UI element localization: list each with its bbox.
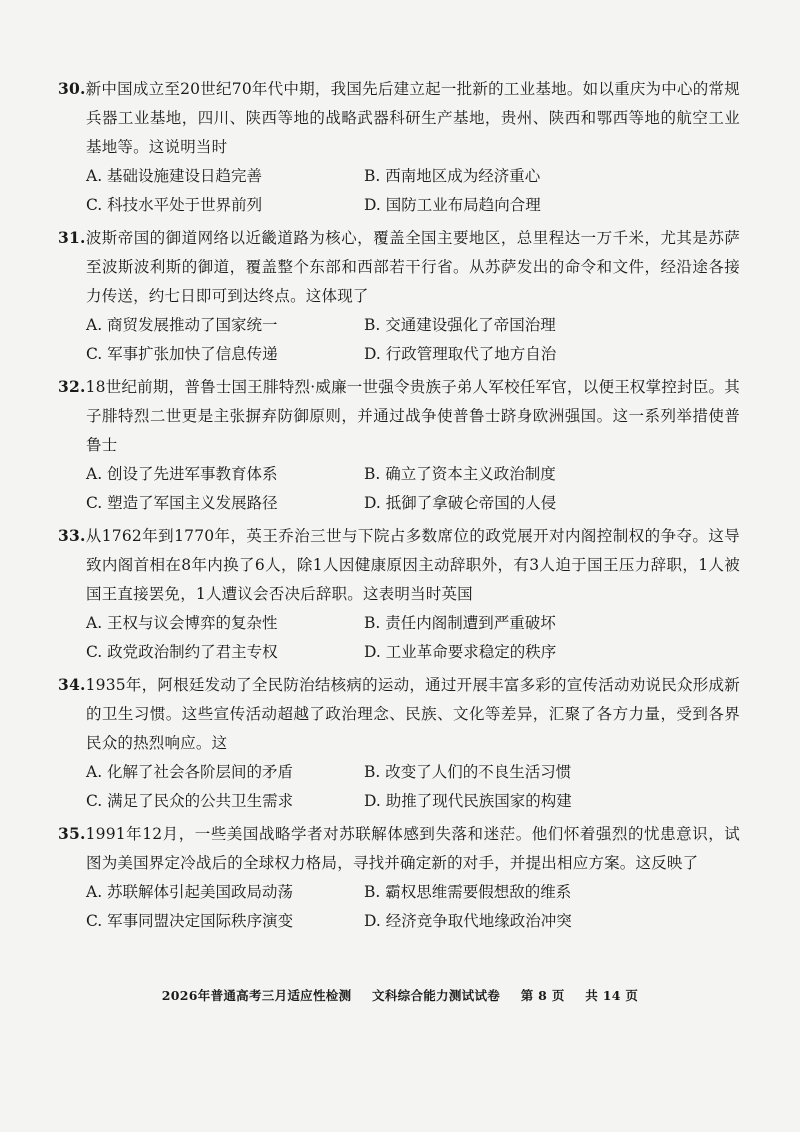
option-list <box>58 758 740 816</box>
option-list <box>58 878 740 936</box>
option-c: C. 政党政治制约了君主专权 <box>86 643 278 661</box>
option-a: A. 苏联解体引起美国政局动荡 <box>86 883 294 901</box>
question-number: 32. <box>58 377 86 396</box>
question-number: 35. <box>58 824 86 843</box>
question-number: 34. <box>58 675 86 694</box>
question-32 <box>58 372 740 518</box>
option-list <box>58 311 740 369</box>
footer-page-total: 共 14 页 <box>585 988 639 1003</box>
option-c: C. 塑造了军国主义发展路径 <box>86 494 278 512</box>
option-a: A. 创设了先进军事教育体系 <box>86 465 278 483</box>
option-d: D. 助推了现代民族国家的构建 <box>364 792 572 810</box>
page-footer <box>0 986 800 1004</box>
option-a: A. 基础设施建设日趋完善 <box>86 167 263 185</box>
footer-exam-title: 2026年普通高考三月适应性检测 <box>161 988 352 1003</box>
option-a: A. 化解了社会各阶层间的矛盾 <box>86 763 294 781</box>
question-35 <box>58 819 740 936</box>
option-a: A. 商贸发展推动了国家统一 <box>86 316 278 334</box>
option-d: D. 行政管理取代了地方自治 <box>364 345 557 363</box>
question-30 <box>58 74 740 220</box>
option-c: C. 满足了民众的公共卫生需求 <box>86 792 294 810</box>
footer-subject: 文科综合能力测试试卷 <box>372 988 501 1003</box>
option-d: D. 抵御了拿破仑帝国的人侵 <box>364 494 557 512</box>
option-b: B. 交通建设强化了帝国治理 <box>364 316 556 334</box>
footer-page-number: 第 8 页 <box>520 988 565 1003</box>
question-text: 新中国成立至20世纪70年代中期，我国先后建立起一批新的工业基地。如以重庆为中心的常规兵器工业基地，四川、陕西等地的战略武器科研生产基地，贵州、陕西和鄂西等地的航空工业基地等。这说明当时 <box>85 80 740 156</box>
question-stem <box>58 372 740 460</box>
question-stem <box>58 521 740 609</box>
question-stem <box>58 819 740 878</box>
option-c: C. 科技水平处于世界前列 <box>86 196 263 214</box>
option-b: B. 责任内阁制遭到严重破坏 <box>364 614 556 632</box>
option-a: A. 王权与议会博弈的复杂性 <box>86 614 278 632</box>
option-d: D. 经济竞争取代地缘政治冲突 <box>364 912 572 930</box>
question-stem <box>58 670 740 758</box>
question-number: 30. <box>58 79 86 98</box>
question-stem <box>58 74 740 162</box>
option-b: B. 西南地区成为经济重心 <box>364 167 541 185</box>
option-list <box>58 460 740 518</box>
option-list <box>58 162 740 220</box>
option-c: C. 军事同盟决定国际秩序演变 <box>86 912 294 930</box>
question-33 <box>58 521 740 667</box>
question-34 <box>58 670 740 816</box>
question-number: 31. <box>58 228 86 247</box>
option-d: D. 工业革命要求稳定的秩序 <box>364 643 557 661</box>
option-b: B. 确立了资本主义政治制度 <box>364 465 556 483</box>
question-text: 从1762年到1770年，英王乔治三世与下院占多数席位的政党展开对内阁控制权的争夺。这导致内阁首相在8年内换了6人，除1人因健康原因主动辞职外，有3人迫于国王压力辞职，1人被国王直接罢免，1人遭议会否决后辞职。这表明当时英国 <box>85 527 740 603</box>
option-d: D. 国防工业布局趋向合理 <box>364 196 541 214</box>
question-text: 波斯帝国的御道网络以近畿道路为核心，覆盖全国主要地区，总里程达一万千米，尤其是苏萨至波斯波利斯的御道，覆盖整个东部和西部若干行省。从苏萨发出的命令和文件，经沿途各接力传送，约七日即可到达终点。这体现了 <box>85 229 740 305</box>
question-number: 33. <box>58 526 86 545</box>
question-text: 1935年，阿根廷发动了全民防治结核病的运动，通过开展丰富多彩的宣传活动劝说民众形成新的卫生习惯。这些宣传活动超越了政治理念、民族、文化等差异，汇聚了各方力量，受到各界民众的热烈响应。这 <box>85 676 740 752</box>
question-stem <box>58 223 740 311</box>
option-c: C. 军事扩张加快了信息传递 <box>86 345 278 363</box>
question-text: 1991年12月，一些美国战略学者对苏联解体感到失落和迷茫。他们怀着强烈的忧患意识，试图为美国界定冷战后的全球权力格局，寻找并确定新的对手，并提出相应方案。这反映了 <box>85 825 740 872</box>
option-list <box>58 609 740 667</box>
option-b: B. 霸权思维需要假想敌的维系 <box>364 883 572 901</box>
option-b: B. 改变了人们的不良生活习惯 <box>364 763 572 781</box>
question-31 <box>58 223 740 369</box>
question-text: 18世纪前期，普鲁士国王腓特烈·威廉一世强令贵族子弟人军校任军官，以便王权掌控封臣。其子腓特烈二世更是主张摒弃防御原则，并通过战争使普鲁士跻身欧洲强国。这一系列举措使普鲁士 <box>85 378 740 454</box>
